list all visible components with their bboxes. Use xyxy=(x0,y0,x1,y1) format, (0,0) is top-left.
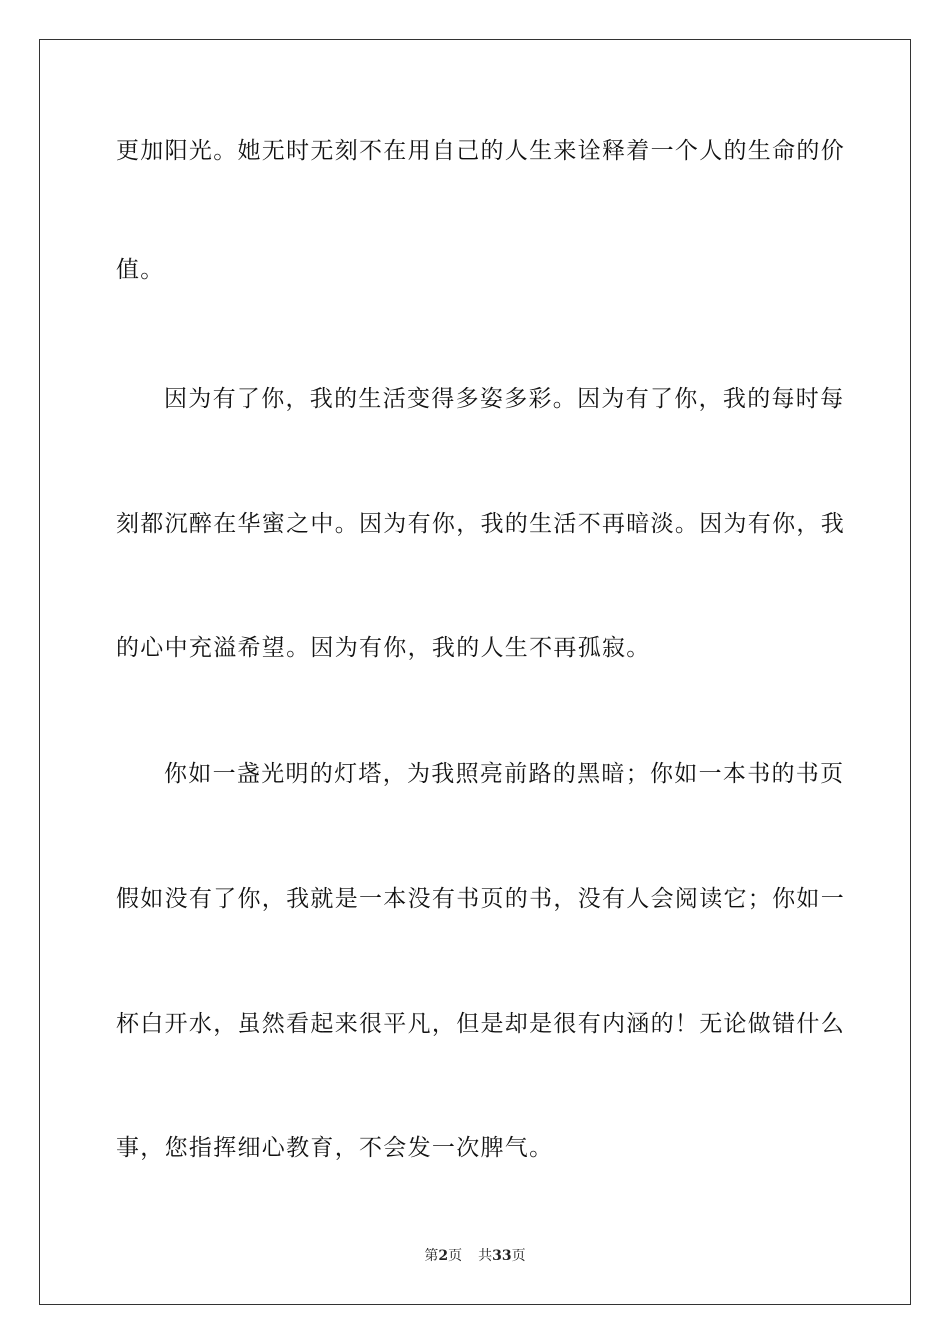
text-line-2: 值。 xyxy=(116,257,165,283)
text-line-7: 假如没有了你，我就是一本没有书页的书，没有人会阅读它；你如一 xyxy=(116,886,845,912)
page-border xyxy=(39,39,911,1305)
text-line-8: 杯白开水，虽然看起来很平凡，但是却是很有内涵的！无论做错什么 xyxy=(116,1011,845,1037)
page-prefix: 第 xyxy=(424,1248,439,1264)
total-prefix: 共 xyxy=(478,1248,493,1264)
page-number: 2 xyxy=(438,1248,449,1264)
text-line-9: 事，您指挥细心教育，不会发一次脾气。 xyxy=(116,1135,554,1161)
text-line-3: 因为有了你，我的生活变得多姿多彩。因为有了你，我的每时每 xyxy=(164,386,845,412)
total-suffix: 页 xyxy=(511,1248,526,1264)
text-line-1: 更加阳光。她无时无刻不在用自己的人生来诠释着一个人的生命的价 xyxy=(116,138,845,164)
page-suffix: 页 xyxy=(448,1248,463,1264)
text-line-6: 你如一盏光明的灯塔，为我照亮前路的黑暗；你如一本书的书页 xyxy=(164,761,845,787)
text-line-5: 的心中充溢希望。因为有你，我的人生不再孤寂。 xyxy=(116,635,651,661)
page-footer xyxy=(0,1247,950,1265)
text-line-4: 刻都沉醉在华蜜之中。因为有你，我的生活不再暗淡。因为有你，我 xyxy=(116,511,845,537)
total-pages: 33 xyxy=(492,1248,512,1264)
